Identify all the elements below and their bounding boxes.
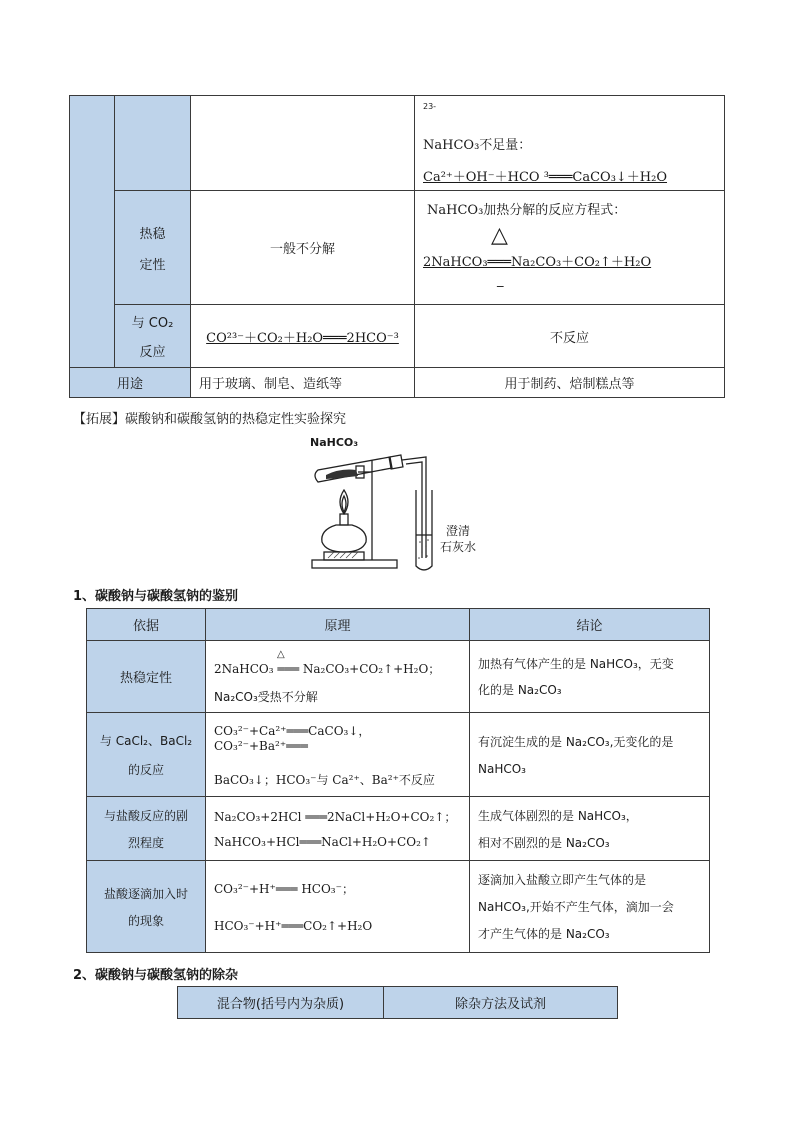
expand-title: 【拓展】碳酸钠和碳酸氢钠的热稳定性实验探究: [73, 412, 347, 427]
small-charge-text: 23-: [423, 102, 437, 111]
properties-table: [69, 95, 725, 398]
no-reaction-cell: 不反应: [415, 305, 725, 368]
nahco3-thermal-cell: [415, 191, 725, 305]
stand-base: [312, 560, 397, 568]
conclusion-cacl2-bacl2: 有沉淀生成的是 Na₂CO₃,无变化的是 NaHCO₃: [470, 713, 710, 797]
co2-reaction-equation: CO²³⁻＋CO₂＋H₂O═══2HCO⁻³: [191, 305, 415, 368]
limewater-label-1: 澄清: [446, 524, 471, 538]
basis-dropwise-hcl: 盐酸逐滴加入时 的现象: [87, 861, 206, 953]
header-basis: 依据: [87, 609, 206, 641]
na2co3-usage: 用于玻璃、制皂、造纸等: [191, 368, 415, 398]
decomposition-label: NaHCO₃加热分解的反应方程式：: [427, 203, 627, 218]
ionic-equation: Ca²⁺＋OH⁻＋HCO ³═══CaCO₃↓＋H₂O: [423, 170, 668, 185]
na2co3-thermal-cell: 一般不分解: [191, 191, 415, 305]
basis-thermal: 热稳定性: [87, 641, 206, 713]
empty-cell: [191, 96, 415, 191]
insufficient-label: NaHCO₃不足量：: [423, 138, 532, 153]
principle-hcl-intensity: Na₂CO₃+2HCl ═══2NaCl+H₂O+CO₂↑； NaHCO₃+HCl═══NaCl+H₂O+CO₂↑: [206, 797, 470, 861]
principle-thermal: △ 2NaHCO₃ ═══ Na₂CO₃+CO₂↑+H₂O； Na₂CO₃受热不分解: [206, 641, 470, 713]
nahco3-insufficient-cell: [415, 96, 725, 191]
nahco3-usage: 用于制药、焙制糕点等: [415, 368, 725, 398]
co2-reaction-label: 与 CO₂ 反应: [115, 305, 191, 368]
basis-cacl2-bacl2: 与 CaCl₂、BaCl₂ 的反应: [87, 713, 206, 797]
conclusion-thermal: 加热有气体产生的是 NaHCO₃，无变 化的是 Na₂CO₃: [470, 641, 710, 713]
decomposition-equation: 2NaHCO₃═══Na₂CO₃＋CO₂↑＋H₂O: [423, 255, 652, 270]
nahco3-sample: [326, 470, 358, 479]
alcohol-lamp: [322, 525, 366, 552]
nahco3-figure-label: NaHCO₃: [310, 436, 359, 449]
basis-hcl-intensity: 与盐酸反应的剧 烈程度: [87, 797, 206, 861]
principle-dropwise-hcl: CO₃²⁻+H⁺═══ HCO₃⁻； HCO₃⁻+H⁺═══CO₂↑+H₂O: [206, 861, 470, 953]
underscore-mark: _: [497, 273, 504, 288]
purification-table: [177, 986, 618, 1019]
row-label-cell: [115, 96, 191, 191]
apparatus-figure: [300, 430, 490, 575]
section2-heading: 2、碳酸钠与碳酸氢钠的除杂: [73, 968, 239, 983]
flame: [340, 490, 348, 514]
usage-label: 用途: [70, 368, 191, 398]
conclusion-dropwise-hcl: 逐滴加入盐酸立即产生气体的是 NaHCO₃,开始不产生气体，滴加一会 才产生气体的是 Na₂CO₃: [470, 861, 710, 953]
thermal-stability-label: 热稳 定性: [115, 191, 191, 305]
section1-heading: 1、碳酸钠与碳酸氢钠的鉴别: [73, 589, 239, 604]
header-method: 除杂方法及试剂: [384, 987, 618, 1019]
small-heat-triangle-icon: △: [277, 649, 285, 660]
header-mixture: 混合物(括号内为杂质): [178, 987, 384, 1019]
identification-table: [86, 608, 710, 953]
category-cell: [70, 96, 115, 368]
header-conclusion: 结论: [470, 609, 710, 641]
header-principle: 原理: [206, 609, 470, 641]
limewater-label-2: 石灰水: [440, 540, 477, 554]
heat-triangle-icon: △: [491, 223, 508, 248]
conclusion-hcl-intensity: 生成气体剧烈的是 NaHCO₃， 相对不剧烈的是 Na₂CO₃: [470, 797, 710, 861]
principle-cacl2-bacl2: CO₃²⁻+Ca²⁺═══CaCO₃↓，CO₃²⁻+Ba²⁺═══ BaCO₃↓；HCO₃⁻与 Ca²⁺、Ba²⁺不反应: [206, 713, 470, 797]
